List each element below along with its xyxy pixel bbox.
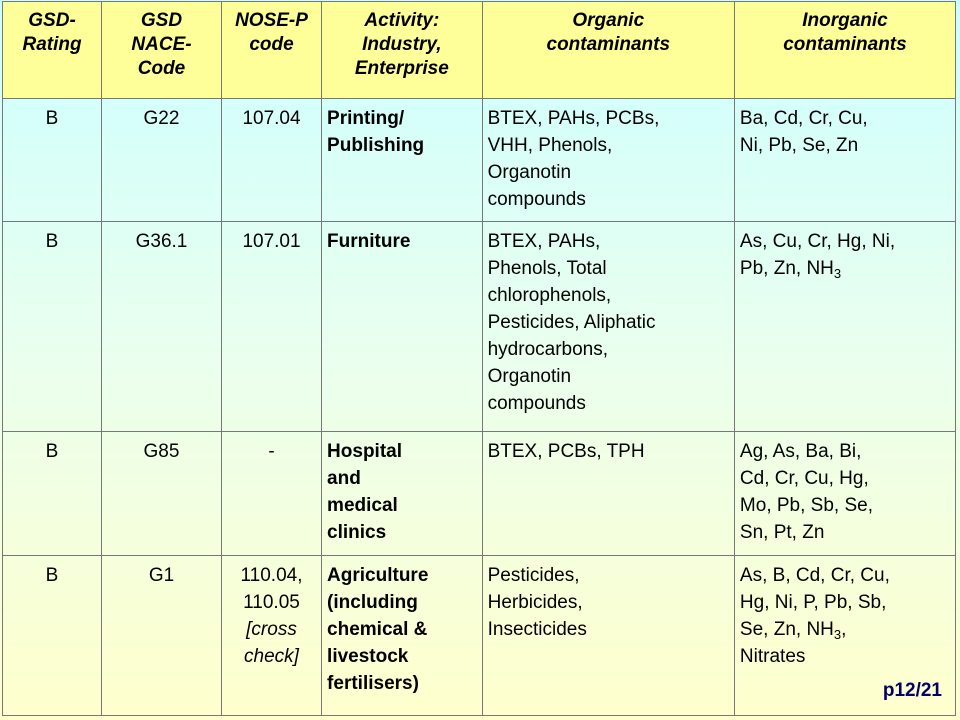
- cell-nose-p-code: 110.04, 110.05 [cross check]: [221, 556, 321, 716]
- cell-nose-p-code: 107.01: [221, 222, 321, 432]
- cell-rating: B: [3, 432, 102, 556]
- cell-inorganic: As, Cu, Cr, Hg, Ni, Pb, Zn, $NH_3$: [734, 222, 955, 432]
- cell-inorganic: Ba, Cd, Cr, Cu, Ni, Pb, Se, Zn: [734, 99, 955, 222]
- cell-activity: Hospital and medical clinics: [322, 432, 483, 556]
- cell-activity: Furniture: [322, 222, 483, 432]
- cell-nace-code: G22: [102, 99, 222, 222]
- cell-nace-code: G85: [102, 432, 222, 556]
- table-row: [3, 222, 956, 432]
- header-nose-p-code: NOSE-P code: [221, 2, 321, 99]
- table-row: [3, 432, 956, 556]
- cell-rating: B: [3, 99, 102, 222]
- header-inorganic-contaminants: Inorganic contaminants: [734, 2, 955, 99]
- contaminants-table: [2, 1, 956, 716]
- header-row: [3, 2, 956, 99]
- header-nace-code: GSD NACE- Code: [102, 2, 222, 99]
- cell-inorganic: As, B, Cd, Cr, Cu, Hg, Ni, P, Pb, Sb, Se, Zn, $NH_3$, Nitrates: [734, 556, 955, 716]
- page-number: p12/21: [882, 680, 942, 701]
- cell-nose-p-code: -: [221, 432, 321, 556]
- cell-organic: Pesticides, Herbicides, Insecticides: [482, 556, 734, 716]
- cell-nace-code: G36.1: [102, 222, 222, 432]
- cell-activity: Printing/ Publishing: [322, 99, 483, 222]
- cell-organic: BTEX, PAHs, Phenols, Total chlorophenols, Pesticides, Aliphatic hydrocarbons, Organotin compounds: [482, 222, 734, 432]
- table-row: [3, 99, 956, 222]
- cell-inorganic: Ag, As, Ba, Bi, Cd, Cr, Cu, Hg, Mo, Pb, Sb, Se, Sn, Pt, Zn: [734, 432, 955, 556]
- cell-activity: Agriculture (including chemical & livestock fertilisers): [322, 556, 483, 716]
- header-rating: GSD- Rating: [3, 2, 102, 99]
- cell-nose-p-code: 107.04: [221, 99, 321, 222]
- cell-rating: B: [3, 222, 102, 432]
- cell-organic: BTEX, PAHs, PCBs, VHH, Phenols, Organotin compounds: [482, 99, 734, 222]
- cell-nace-code: G1: [102, 556, 222, 716]
- cell-organic: BTEX, PCBs, TPH: [482, 432, 734, 556]
- header-activity: Activity: Industry, Enterprise: [322, 2, 483, 99]
- table-row: [3, 556, 956, 716]
- cell-rating: B: [3, 556, 102, 716]
- header-organic-contaminants: Organic contaminants: [482, 2, 734, 99]
